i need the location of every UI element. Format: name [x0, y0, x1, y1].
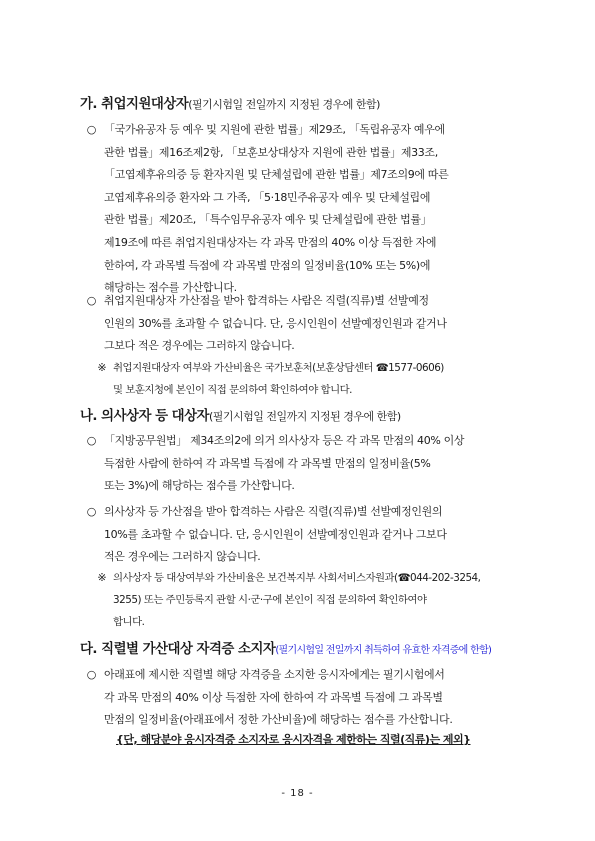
text-line: 3255) 또는 주민등록지 관할 시·군·구에 본인이 직접 문의하여 확인하여야	[113, 594, 427, 606]
text-line: 아래표에 제시한 직렬별 해당 자격증을 소지한 응시자에게는 필기시험에서	[104, 668, 445, 681]
section-na-condition: (필기시험일 전일까지 지정된 경우에 한함)	[209, 410, 401, 423]
text-line: 관한 법률」제16조제2항, 「보훈보상대상자 지원에 관한 법률」제33조,	[104, 145, 438, 159]
text-line: 그보다 적은 경우에는 그러하지 않습니다.	[104, 339, 295, 353]
section-na-note-mark: ※	[97, 571, 107, 584]
section-ga-paragraph-2	[104, 290, 542, 358]
page-number: - 18 -	[281, 788, 314, 799]
section-na-paragraph-2	[104, 501, 542, 569]
section-na-heading	[80, 408, 401, 425]
text-line: 의사상자 등 가산점을 받아 합격하는 사람은 직렬(직류)별 선발예정인원의	[104, 505, 443, 518]
section-da-bullet-1: ○	[86, 668, 97, 681]
section-na-paragraph-1	[104, 430, 542, 498]
section-na-bullet-2: ○	[86, 505, 97, 518]
section-na-title: 나. 의사상자 등 대상자	[80, 409, 209, 424]
section-da-paragraph-1	[104, 664, 542, 732]
section-na-note	[113, 567, 539, 633]
section-ga-note	[113, 357, 539, 401]
section-ga-heading	[80, 96, 380, 113]
text-line: 「고엽제후유의증 등 환자지원 및 단체설립에 관한 법률」제7조의9에 따른	[104, 168, 449, 182]
section-da-title: 다. 직렬별 가산대상 자격증 소지자	[80, 642, 276, 657]
section-da-exclusion-note: {단, 해당분야 응시자격증 소지자로 응시자격을 제한하는 직렬(직류)는 제외}	[116, 733, 471, 746]
section-da-condition: (필기시험일 전일까지 취득하여 유효한 자격증에 한함)	[275, 645, 492, 656]
text-line: 관한 법률」제20조, 「특수임무유공자 예우 및 단체설립에 관한 법률」	[104, 213, 432, 227]
section-ga-bullet-2: ○	[86, 294, 97, 307]
text-line: 제19조에 따른 취업지원대상자는 각 과목 만점의 40% 이상 득점한 자에	[104, 235, 437, 249]
text-line: 및 보훈지청에 본인이 직접 문의하여 확인하여야 합니다.	[113, 384, 352, 396]
text-line: 해당하는 점수를 가산합니다.	[104, 281, 237, 295]
section-ga-title: 가. 취업지원대상자	[80, 97, 189, 112]
text-line: 10%를 초과할 수 없습니다. 단, 응시인원이 선발예정인원과 같거나 그보다	[104, 527, 447, 541]
text-line: 취업지원대상자 여부와 가산비율은 국가보훈처(보훈상담센터 ☎1577-0606)	[113, 362, 444, 374]
text-line: 만점의 일정비율(아래표에서 정한 가산비율)에 해당하는 점수를 가산합니다.	[104, 713, 453, 727]
section-ga-bullet-1: ○	[86, 123, 97, 136]
text-line: 인원의 30%를 초과할 수 없습니다. 단, 응시인원이 선발예정인원과 같거나	[104, 316, 447, 330]
text-line: 적은 경우에는 그러하지 않습니다.	[104, 550, 261, 564]
section-na-bullet-1: ○	[86, 434, 97, 447]
text-line: 합니다.	[113, 616, 145, 628]
text-line: 각 과목 만점의 40% 이상 득점한 자에 한하여 각 과목별 득점에 그 과목별	[104, 690, 443, 704]
section-da-heading	[80, 641, 491, 659]
text-line: 고엽제후유의증 환자와 그 가족, 「5·18민주유공자 예우 및 단체설립에	[104, 190, 431, 204]
text-line: 또는 3%)에 해당하는 점수를 가산합니다.	[104, 479, 295, 493]
text-line: 취업지원대상자 가산점을 받아 합격하는 사람은 직렬(직류)별 선발예정	[104, 294, 429, 307]
text-line: 「국가유공자 등 예우 및 지원에 관한 법률」제29조, 「독립유공자 예우에	[104, 123, 445, 136]
text-line: 한하여, 각 과목별 득점에 각 과목별 만점의 일정비율(10% 또는 5%)에	[104, 258, 431, 272]
text-line: 「지방공무원법」 제34조의2에 의거 의사상자 등은 각 과목 만점의 40% 이상	[104, 434, 465, 447]
section-ga-paragraph-1	[104, 119, 542, 300]
section-ga-condition: (필기시험일 전일까지 지정된 경우에 한함)	[188, 98, 380, 111]
section-ga-note-mark: ※	[97, 361, 107, 374]
text-line: 득점한 사람에 한하여 각 과목별 득점에 각 과목별 만점의 일정비율(5%	[104, 456, 431, 470]
text-line: 의사상자 등 대상여부와 가산비율은 보건복지부 사회서비스자원과(☎044-202-3254,	[113, 572, 481, 584]
